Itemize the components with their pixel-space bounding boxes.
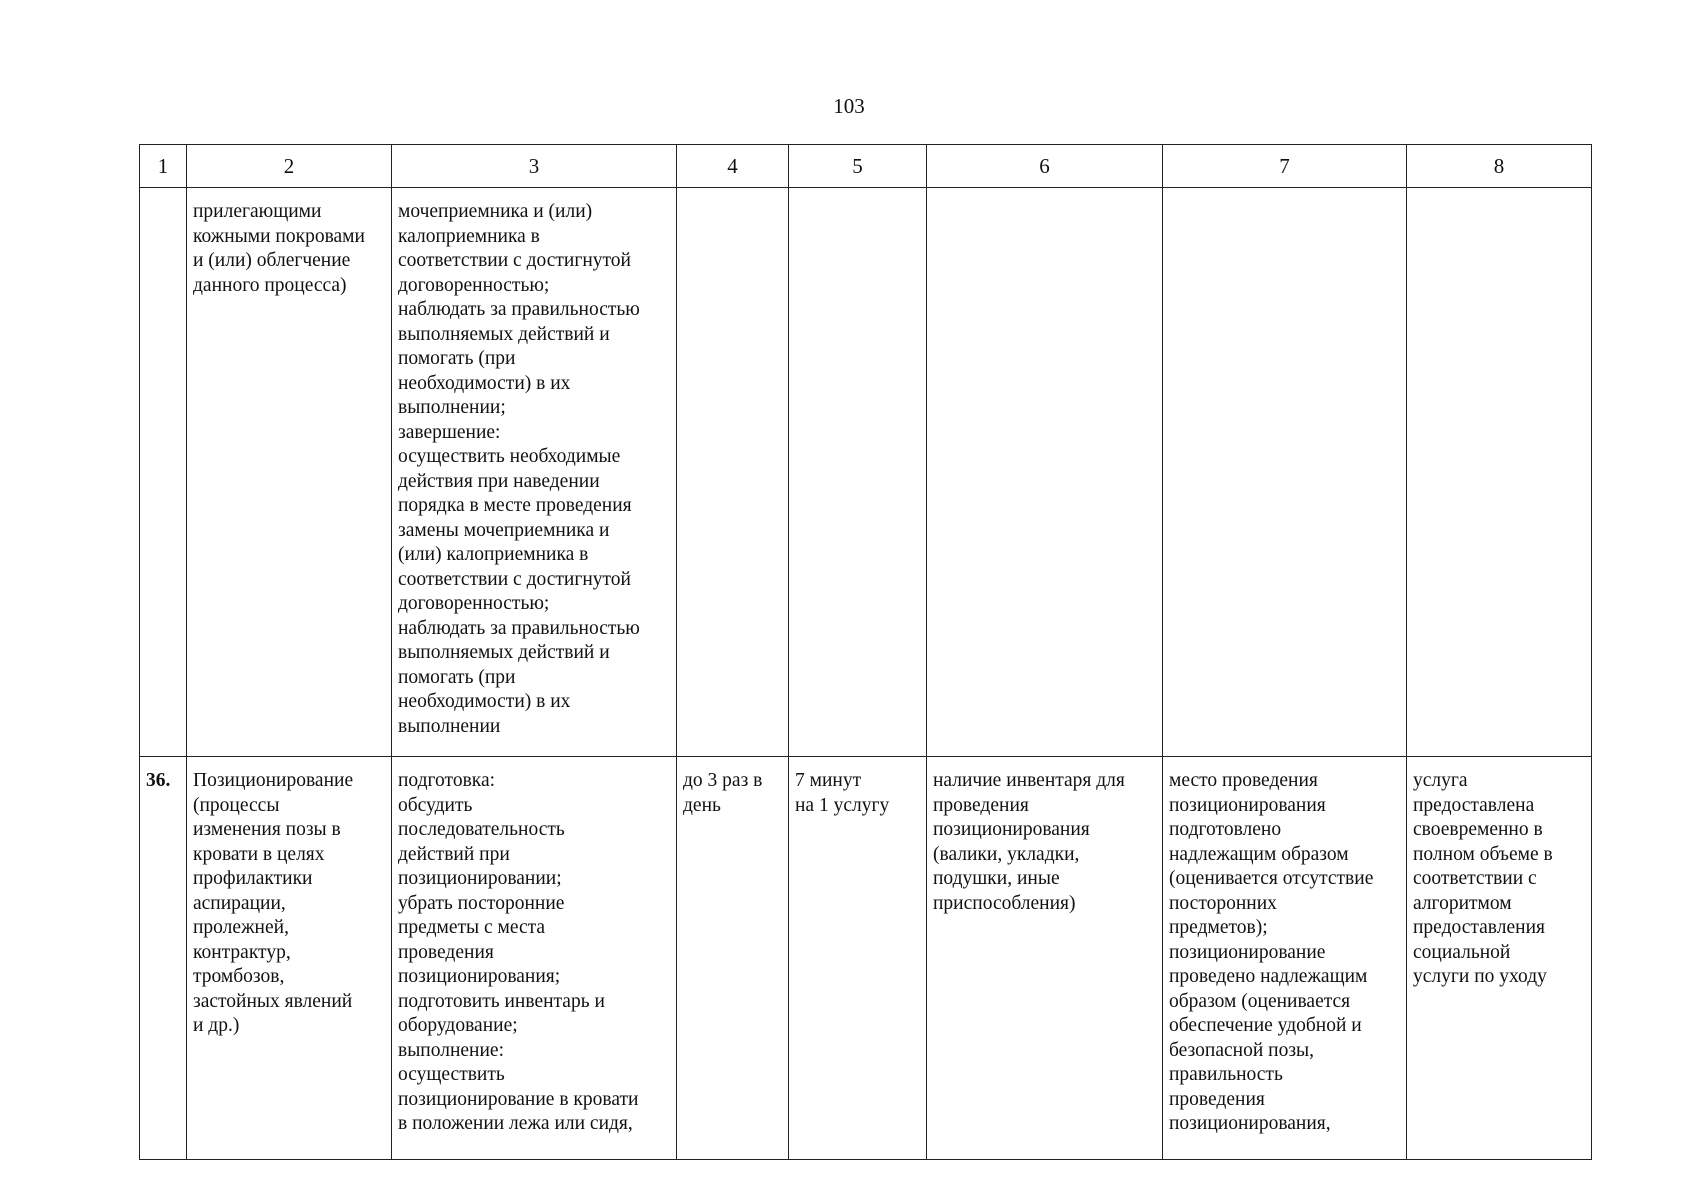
quality-cell: место проведения позиционирования подготовлено надлежащим образом (оценивается отсутствие посторонних предметов); позиционирование проведено надлежащим образом (оценивается обеспечение удобной и безопасной позы, правильность проведения позиционирования, — [1163, 757, 1407, 1160]
table-row — [140, 188, 1592, 757]
duration-cell — [789, 188, 927, 757]
services-table — [139, 144, 1592, 1160]
page-number: 103 — [833, 94, 865, 118]
duration-cell: 7 минут на 1 услугу — [789, 757, 927, 1160]
frequency-cell — [677, 188, 789, 757]
service-name-cell: прилегающими кожными покровами и (или) облегчение данного процесса) — [187, 188, 392, 757]
header-cell-3: 3 — [392, 145, 677, 188]
row-number-cell: 36. — [140, 757, 187, 1160]
header-cell-7: 7 — [1163, 145, 1407, 188]
service-description-cell: подготовка: обсудить последовательность действий при позиционировании; убрать посторонние предметы с места проведения позиционирования; подготовить инвентарь и оборудование; выполнение: осуществить позиционирование в кровати в положении лежа или сидя, — [392, 757, 677, 1160]
header-cell-1: 1 — [140, 145, 187, 188]
header-cell-8: 8 — [1407, 145, 1592, 188]
header-cell-6: 6 — [927, 145, 1163, 188]
header-cell-2: 2 — [187, 145, 392, 188]
result-cell: услуга предоставлена своевременно в полном объеме в соответствии с алгоритмом предоставления социальной услуги по уходу — [1407, 757, 1592, 1160]
result-cell — [1407, 188, 1592, 757]
row-number-cell — [140, 188, 187, 757]
table-header-row — [140, 145, 1592, 188]
conditions-cell — [927, 188, 1163, 757]
frequency-cell: до 3 раз в день — [677, 757, 789, 1160]
header-cell-5: 5 — [789, 145, 927, 188]
header-cell-4: 4 — [677, 145, 789, 188]
table-row — [140, 757, 1592, 1160]
quality-cell — [1163, 188, 1407, 757]
service-description-cell: мочеприемника и (или) калоприемника в соответствии с достигнутой договоренностью; наблюдать за правильностью выполняемых действий и помогать (при необходимости) в их выполнении; завершение: осуществить необходимые действия при наведении порядка в месте проведения замены мочеприемника и (или) калоприемника в соответствии с достигнутой договоренностью; наблюдать за правильностью выполняемых действий и помогать (при необходимости) в их выполнении — [392, 188, 677, 757]
service-name-cell: Позиционирование (процессы изменения позы в кровати в целях профилактики аспирации, пролежней, контрактур, тромбозов, застойных явлений и др.) — [187, 757, 392, 1160]
conditions-cell: наличие инвентаря для проведения позиционирования (валики, укладки, подушки, иные приспособления) — [927, 757, 1163, 1160]
